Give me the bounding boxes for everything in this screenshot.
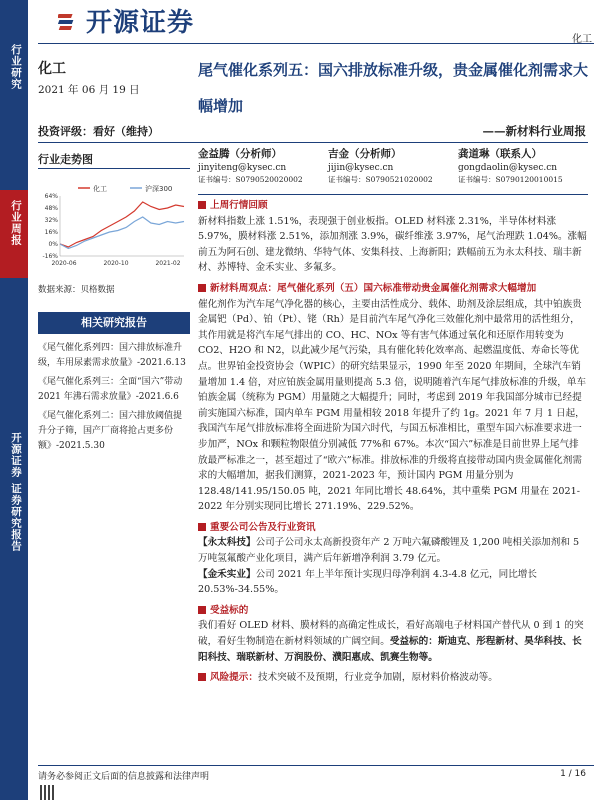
sidebar-label-bottom: 开源证券 证券研究报告 [10, 432, 22, 552]
related-item[interactable]: 《尾气催化系列三：全面“国六”带动 2021 年沸石需求放量》-2021.6.6 [38, 377, 183, 402]
analyst-email[interactable]: jinyiteng@kysec.cn [198, 163, 287, 173]
news-company: 【永太科技】 [198, 537, 256, 549]
page-number: 1 / 16 [560, 769, 586, 779]
section-title: 上周行情回顾 [210, 200, 268, 211]
bullet-icon [198, 284, 206, 292]
chart-lines [60, 202, 184, 249]
analyst-name: 龚道琳（联系人） [458, 148, 542, 160]
analyst-card [328, 148, 433, 186]
analyst-card [458, 148, 563, 186]
weekly-view-text: 催化剂作为汽车尾气净化器的核心，主要由活性成分、载体、助剂及涂层组成，其中铂族贵金属钯（Pd）、铂（Pt）、铑（Rh）是目前汽车尾气净化三效催化剂中最常用的活性组分，其作用就是将汽车尾气排出的 CO、HC、NOx 等有害气体通过氧化和还原作用转变为 CO2、H2O 和 N2，以此减少尾气污染，具有催化转化效率高、起燃温度低、寿命长等优点。世界铂金投资协会（WPIC）的研究结果显示，1990 年至 2020 年期间，全球汽车销量增加 1.4 倍，对应铂族金属用量则提高 5.3 倍，说明随着汽车尾气排放标准的升级，单车铂族金属（统称为 PGM）用量随之大幅提升；同时，考虑到 2019 年我国部分城市已经提前实施国六标准，国内单车 PGM 用量相较 2018 年提升了约 1g。2021 年 7 月 1 日起，我国汽车尾气排放标准将全面进阶为国六时代，与国五标准相比，重型车国六标准要求进一步加严，NOx 和颗粒物限值分别减低 77%和 67%。本次“国六”标准是目前世界上尾气排放最严标准之一，甚至超过了“欧六”标准。排放标准的升级将直接带动国内贵金属催化剂需求的大幅增加，据我们测算，2021-2023 年，预计国内 PGM 用量分别为 128.48/141.95/150.05 吨，2021 年同比增长 48.64%，其中重柴 PGM 用量在 2021-2022 年分别实现同比增长 271.19%、229.52%。 [198, 298, 587, 513]
qr-code-icon [40, 785, 56, 800]
bullet-icon [198, 201, 206, 209]
risk-text: 技术突破不及预期，行业竞争加剧，原材料价格波动等。 [257, 672, 498, 684]
analyst-card [198, 148, 303, 186]
report-title: 尾气催化系列五：国六排放标准升级，贵金属催化剂需求大幅增加 [198, 61, 589, 115]
analyst-name: 吉金（分析师） [328, 148, 402, 160]
risk-warning [198, 670, 588, 686]
y-tick-label: 16% [44, 229, 58, 236]
y-tick-label: 48% [44, 205, 58, 212]
footer-disclaimer[interactable]: 请务必参阅正文后面的信息披露和法律声明 [38, 772, 210, 782]
analyst-cert: 证书编号：S0790120010015 [458, 175, 563, 184]
news-text: 公司 2021 年上半年预计实现归母净利润 4.3-4.8 亿元，同比增长 20.53%-34.55%。 [198, 568, 537, 596]
week-review-text: 新材料指数上涨 1.51%，表现强于创业板指。OLED 材料涨 2.31%，半导体材料涨 5.97%，膜材料涨 2.51%，添加剂涨 3.9%，碳纤维涨 3.97%，尾气治理跌 1.04%。涨幅前五为阿石创、建龙微纳、华特气体、安集科技、上海新阳；跌幅前五为永太科技、瑞丰新材、苏博特、金禾实业、多氟多。 [198, 215, 587, 274]
x-tick-label: 2020-06 [51, 260, 77, 267]
brand-logo [58, 2, 194, 39]
analyst-block [198, 148, 588, 198]
category-tag: 化工 [572, 34, 592, 45]
chart-x-axis [51, 256, 184, 267]
section-weekly-view [198, 281, 588, 297]
trend-chart [38, 182, 188, 274]
analyst-cert: 证书编号：S0790520020002 [198, 175, 303, 184]
section-news [198, 520, 588, 536]
section-title: 重要公司公告及行业资讯 [210, 521, 316, 533]
y-tick-label: 32% [44, 217, 58, 224]
news-item [198, 535, 588, 566]
sidebar-label-mid: 行业周报 [10, 200, 22, 246]
beneficiaries-list: 斯迪克、彤程新材、昊华科技、长阳科技、瑞联新材、万润股份、濮阳惠成、凯赛生物等。 [198, 636, 582, 663]
x-tick-label: 2021-02 [155, 260, 181, 267]
related-item[interactable]: 《尾气催化系列二：国六排放阈值提升分子筛，国产厂商将抢占更多份额》-2021.5.30 [38, 411, 183, 451]
chart-legend [78, 184, 172, 193]
beneficiaries-desc: 我们看好 OLED 材料、膜材料的高确定性成长，看好高端电子材料国产替代从 0 到 1 的突破，看好生物制造在新材料领域的广阔空间。 [198, 620, 584, 648]
footer-rule [38, 765, 594, 766]
legend-label: 沪深300 [145, 185, 173, 193]
analyst-cert: 证书编号：S0790521020002 [328, 175, 433, 184]
y-tick-label: 64% [44, 193, 58, 200]
section-title: 受益标的 [210, 604, 249, 616]
logo-mark-icon [58, 10, 80, 32]
trend-title: 行业走势图 [38, 153, 93, 166]
report-body [198, 198, 588, 686]
sidebar-label-top: 行业研究 [10, 44, 22, 90]
bullet-icon [198, 606, 206, 614]
left-sidebar [0, 0, 28, 800]
risk-title: 风险提示： [210, 672, 258, 684]
sector-name: 化工 [38, 61, 66, 77]
x-tick-label: 2020-10 [103, 260, 129, 267]
section-week-review [198, 198, 588, 214]
y-tick-label: -16% [42, 253, 58, 260]
trend-divider [38, 168, 190, 169]
header-divider [38, 142, 588, 143]
analyst-divider [198, 194, 588, 195]
section-beneficiaries [198, 603, 588, 619]
series-line-chem [60, 202, 184, 247]
analyst-name: 金益腾（分析师） [198, 148, 282, 160]
related-research-header: 相关研究报告 [38, 312, 190, 334]
beneficiaries-text [198, 618, 588, 665]
top-bar [0, 0, 600, 45]
news-text: 公司子公司永太高新投资年产 2 万吨六氟磷酸锂及 1,200 吨相关添加剂和 5 万吨氢氟酸产业化项目，满产后年新增净利润 3.79 亿元。 [198, 537, 580, 565]
bullet-icon [198, 523, 206, 531]
analyst-email[interactable]: jijin@kysec.cn [328, 163, 394, 173]
legend-label: 化工 [93, 185, 107, 193]
news-item [198, 567, 588, 598]
data-source: 数据来源：贝格数据 [38, 285, 115, 295]
chart-y-axis [42, 193, 60, 260]
report-date: 2021 年 06 月 19 日 [38, 84, 140, 96]
beneficiaries-label: 受益标的： [389, 636, 438, 648]
bullet-icon [198, 673, 206, 681]
related-item[interactable]: 《尾气催化系列四：国六排放标准升级，车用尿素需求放量》-2021.6.13 [38, 343, 186, 368]
y-tick-label: 0% [48, 241, 58, 248]
brand-name: 开源证券 [86, 8, 195, 38]
section-title: 新材料周观点：尾气催化系列（五）国六标准带动贵金属催化剂需求大幅增加 [210, 282, 537, 294]
report-series: ——新材料行业周报 [482, 124, 586, 138]
investment-rating: 投资评级：看好（维持） [38, 125, 159, 138]
news-company: 【金禾实业】 [198, 568, 256, 580]
related-research-list [38, 341, 190, 458]
analyst-email[interactable]: gongdaolin@kysec.cn [458, 163, 558, 173]
series-line-hs300 [60, 217, 184, 249]
top-rule [38, 43, 594, 44]
